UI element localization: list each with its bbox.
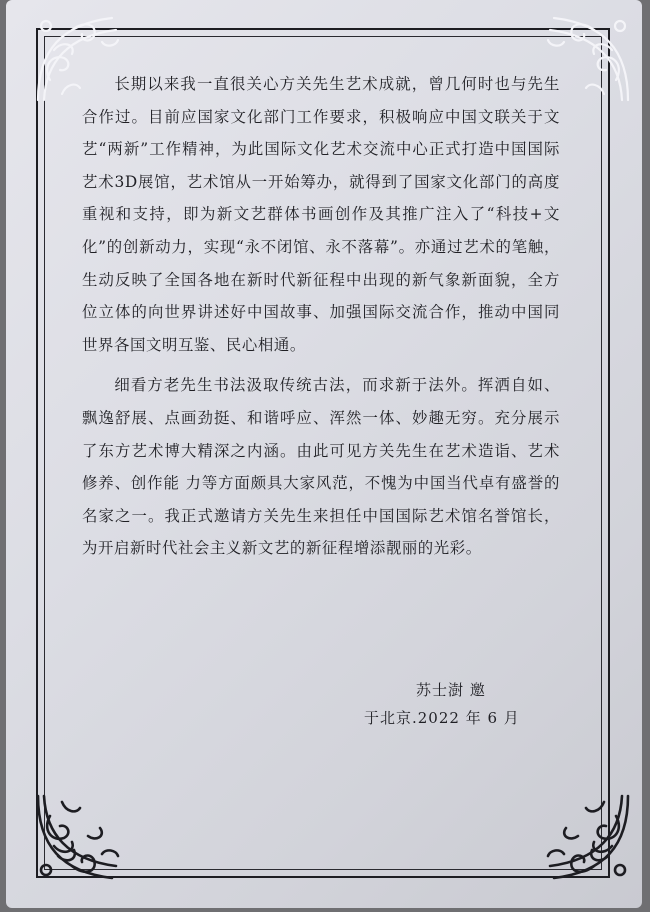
letter-body — [82, 68, 560, 565]
signature: 苏士澍 邀 — [416, 681, 486, 699]
certificate-plaque — [6, 0, 642, 908]
corner-ornament-bottom-right-icon — [538, 790, 634, 886]
corner-ornament-bottom-left-icon — [32, 790, 128, 886]
letter-paragraph-1: 长期以来我一直很关心方关先生艺术成就，曾几何时也与先生合作过。目前应国家文化部门工作要求，积极响应中国文联关于文艺“两新”工作精神，为此国际文化艺术交流中心正式打造中国国际艺术3D展馆，艺术馆从一开始筹办，就得到了国家文化部门的高度重视和支持，即为新文艺群体书画创作及其推广注入了“科技+文化”的创新动力，实现“永不闭馆、永不落幕”。亦通过艺术的笔触，生动反映了全国各地在新时代新征程中出现的新气象新面貌，全方位立体的向世界讲述好中国故事、加强国际交流合作，推动中国同世界各国文明互鉴、民心相通。 — [82, 75, 560, 354]
letter-paragraph-2: 细看方老先生书法汲取传统古法，而求新于法外。挥洒自如、飘逸舒展、点画劲挺、和谐呼应、浑然一体、妙趣无穷。充分展示了东方艺术博大精深之内涵。由此可见方关先生在艺术造诣、艺术修养、创作能 力等方面颇具大家风范，不愧为中国当代卓有盛誉的名家之一。我正式邀请方关先生来担任中国国际艺术馆名誉馆长，为开启新时代社会主义新文艺的新征程增添靓丽的光彩。 — [82, 376, 560, 558]
signature-date: 于北京.2022 年 6 月 — [364, 709, 520, 727]
